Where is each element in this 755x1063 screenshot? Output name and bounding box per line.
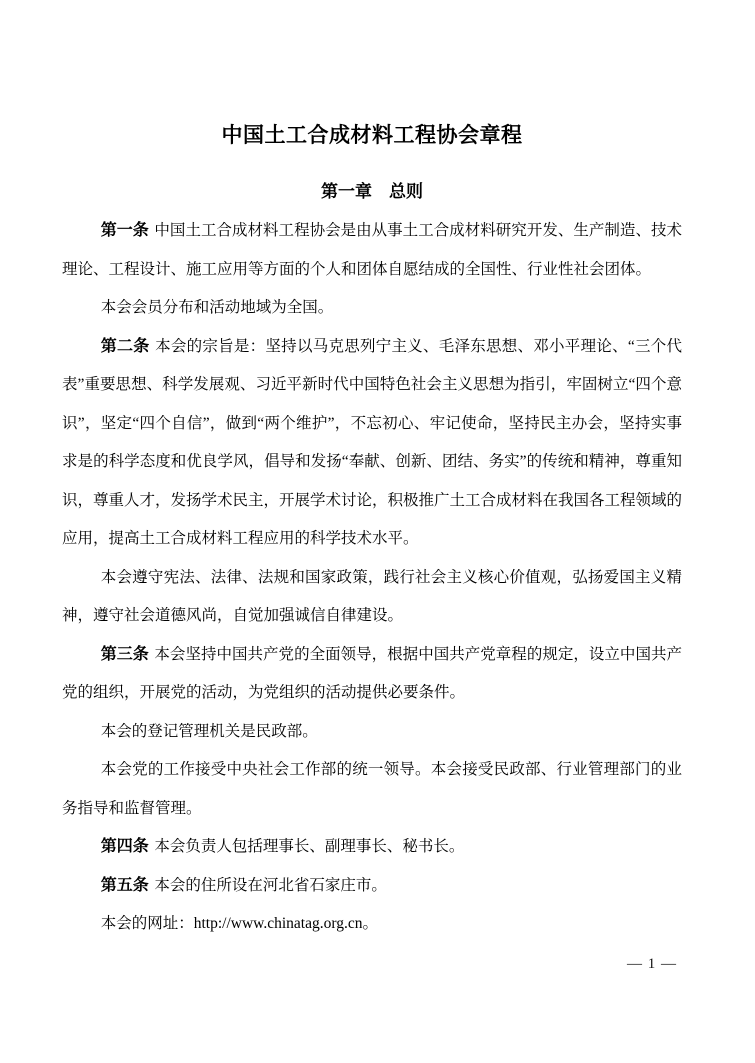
article-label: 第五条 <box>100 876 149 894</box>
article-paragraph <box>62 867 682 906</box>
document-body <box>62 212 682 944</box>
article-paragraph <box>62 828 682 867</box>
article-label: 第一条 <box>100 222 149 239</box>
article-paragraph <box>62 328 682 559</box>
article-text: 本会党的工作接受中央社会工作部的统一领导。本会接受民政部、行业管理部门的业务指导和监督管理。 <box>62 761 682 817</box>
chapter-heading: 第一章 总则 <box>321 182 423 201</box>
article-paragraph <box>62 905 682 944</box>
article-label: 第四条 <box>100 838 149 855</box>
article-paragraph <box>62 636 682 713</box>
article-text: 本会的网址：http://www.chinatag.org.cn。 <box>100 915 378 932</box>
article-text: 本会的住所设在河北省石家庄市。 <box>154 876 387 894</box>
article-text: 本会的宗旨是：坚持以马克思列宁主义、毛泽东思想、邓小平理论、“三个代表”重要思想、科学发展观、习近平新时代中国特色社会主义思想为指引，牢固树立“四个意识”，坚定“四个自信”，做到“两个维护”，不忘初心、牢记使命，坚持民主办会，坚持实事求是的科学态度和优良学风，倡导和发扬“奉献、创新、团结、务实”的传统和精神，尊重知识，尊重人才，发扬学术民主，开展学术讨论，积极推广土工合成材料在我国各工程领域的应用，提高土工合成材料工程应用的科学技术水平。 <box>62 337 683 547</box>
article-paragraph <box>62 713 682 752</box>
article-text: 本会会员分布和活动地域为全国。 <box>100 299 334 316</box>
article-text: 本会负责人包括理事长、副理事长、秘书长。 <box>154 838 465 855</box>
article-label: 第二条 <box>100 337 150 355</box>
article-paragraph <box>62 212 682 289</box>
page-number: — 1 — <box>627 956 677 972</box>
article-paragraph <box>62 289 682 328</box>
article-text: 本会坚持中国共产党的全面领导，根据中国共产党章程的规定，设立中国共产党的组织，开展党的活动，为党组织的活动提供必要条件。 <box>62 645 682 701</box>
article-text: 本会的登记管理机关是民政部。 <box>100 722 318 740</box>
article-paragraph <box>62 559 682 636</box>
document-title: 中国土工合成材料工程协会章程 <box>221 124 523 147</box>
article-label: 第三条 <box>100 645 149 663</box>
article-paragraph <box>62 751 682 828</box>
article-text: 本会遵守宪法、法律、法规和国家政策，践行社会主义核心价值观，弘扬爱国主义精神，遵守社会道德风尚，自觉加强诚信自律建设。 <box>62 568 682 624</box>
document-content <box>62 0 682 944</box>
article-text: 中国土工合成材料工程协会是由从事土工合成材料研究开发、生产制造、技术理论、工程设计、施工应用等方面的个人和团体自愿结成的全国性、行业性社会团体。 <box>62 222 682 278</box>
